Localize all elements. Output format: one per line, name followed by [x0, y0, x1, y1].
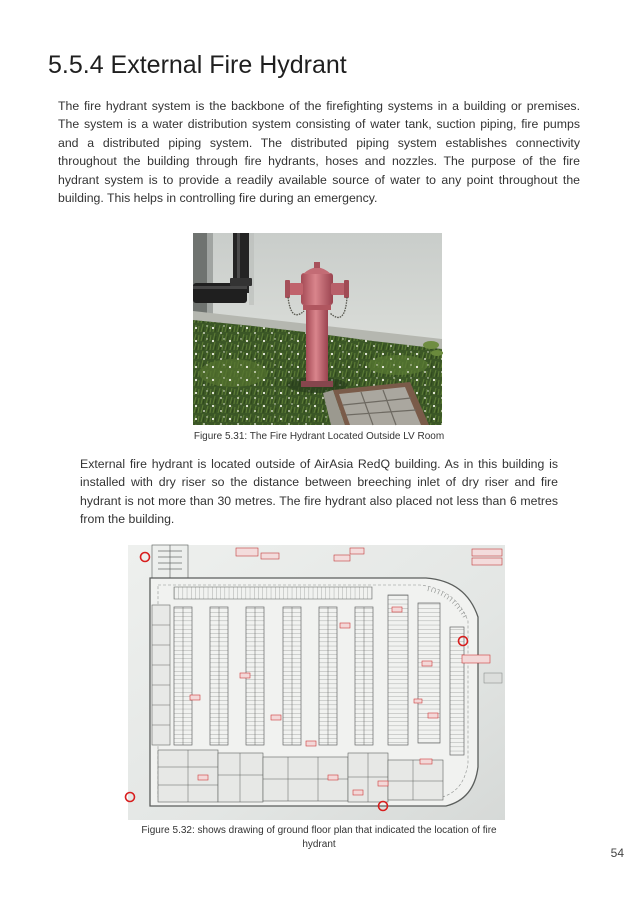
page-number: 54: [610, 846, 624, 860]
fire-hydrant-photo-image: [193, 233, 442, 425]
external-label-box: [484, 673, 502, 683]
intro-paragraph: The fire hydrant system is the backbone of the firefighting systems in a building or premises. The system is a water distribution system consisting of water tank, suction piping, fire pumps and a distributed piping system. The distributed piping system establishes connectivity throughout the building through fire hydrants, hoses and nozzles. The purpose of the fire hydrant system is to provide a readily available source of water to any point throughout the building. This helps in controlling fire during an emergency.: [58, 99, 580, 206]
ground-floor-plan-drawing: [128, 545, 505, 820]
section-heading: 5.5.4 External Fire Hydrant: [48, 51, 347, 79]
figure-5-32-caption: Figure 5.32: shows drawing of ground floor plan that indicated the location of fire hydrant: [141, 825, 497, 850]
figure-5-31-caption: Figure 5.31: The Fire Hydrant Located Outside LV Room: [193, 431, 445, 442]
fire-hydrant-photo: [193, 233, 442, 425]
ground-floor-plan: [128, 545, 505, 820]
location-paragraph: External fire hydrant is located outside of AirAsia RedQ building. As in this building is installed with dry riser so the distance between breeching inlet of dry riser and fire hydrant is not more than 30 metres. The fire hydrant also placed not less than 6 metres from the building.: [80, 457, 558, 527]
left-service-rooms: [152, 605, 170, 745]
pipe-shadow: [249, 233, 254, 305]
wall-corner-shadow: [193, 233, 207, 317]
top-parking-row: [174, 587, 372, 599]
wall-corner-edge: [207, 233, 213, 317]
